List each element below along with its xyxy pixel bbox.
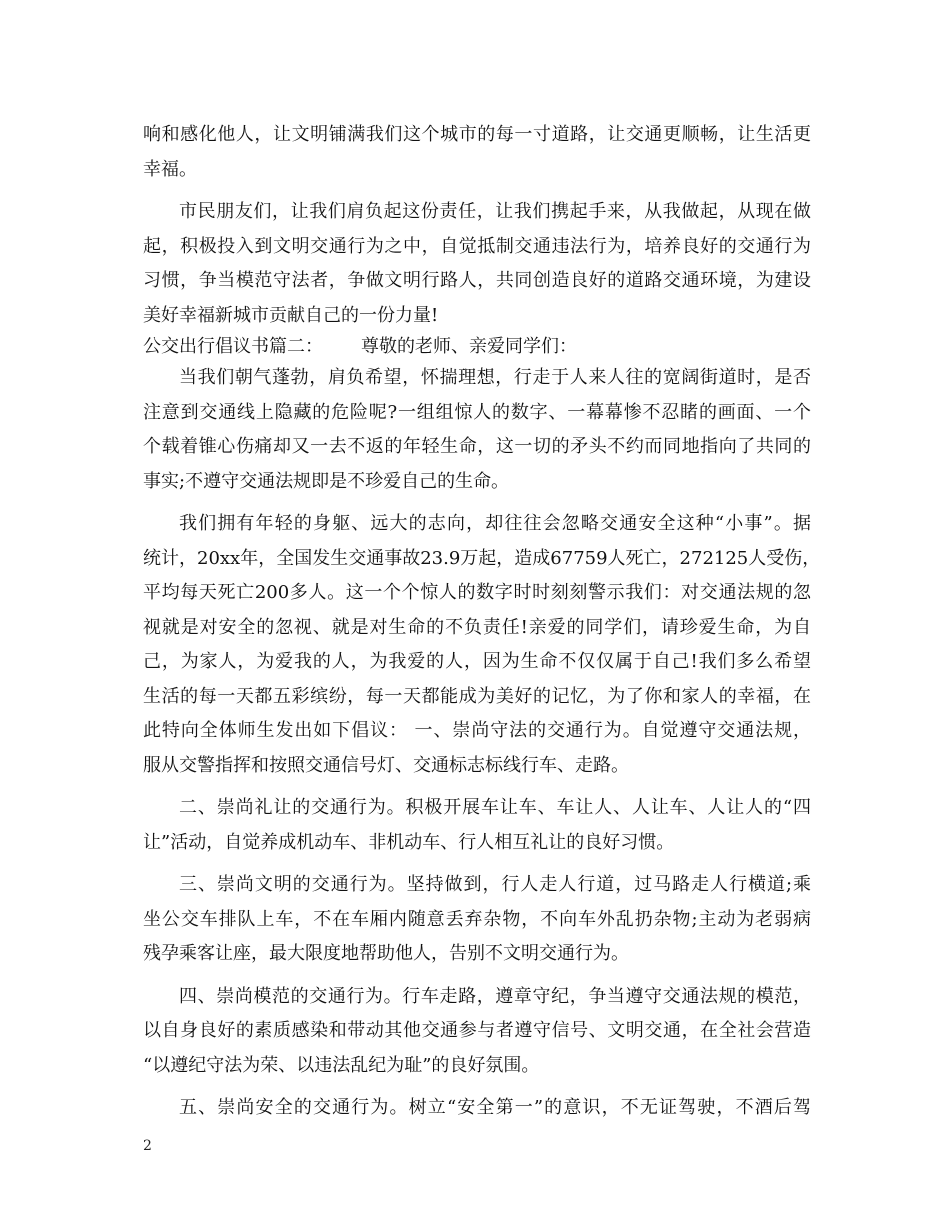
text-line: 事实;不遵守交通法规即是不珍爱自己的生命。	[143, 470, 510, 492]
text-line: 三、崇尚文明的交通行为。坚持做到，行人走人行道，过马路走人行横道;乘	[179, 874, 811, 895]
section-heading	[143, 333, 811, 361]
document-body	[143, 118, 821, 1126]
text-line: 此特向全体师生发出如下倡议： 一、崇尚守法的交通行为。自觉遵守交通法规，	[143, 720, 811, 741]
text-line: 响和感化他人，让文明铺满我们这个城市的每一寸道路，让交通更顺畅，让生活更	[143, 124, 811, 145]
text-line: 起，积极投入到文明交通行为之中，自觉抵制交通违法行为，培养良好的交通行为	[143, 235, 811, 257]
page-number: 2	[143, 1138, 152, 1154]
text-line: 市民朋友们，让我们肩负起这份责任，让我们携起手来，从我做起，从现在做	[179, 201, 811, 222]
text-line: 个载着锥心伤痛却又一去不返的年轻生命，这一切的矛头不约而同地指向了共同的	[143, 436, 811, 457]
text-line: 习惯，争当模范守法者，争做文明行路人，共同创造良好的道路交通环境，为建设	[143, 270, 811, 291]
text-line: 己，为家人，为爱我的人，为我爱的人，因为生命不仅仅属于自己!我们多么希望	[143, 651, 811, 672]
paragraph-4	[143, 507, 821, 783]
text-line: 注意到交通线上隐藏的危险呢?一组组惊人的数字、一幕幕惨不忍睹的画面、一个	[143, 401, 811, 423]
text-line: 残孕乘客让座，最大限度地帮助他人，告别不文明交通行为。	[143, 943, 629, 964]
salutation: 尊敬的老师、亲爱同学们：	[361, 336, 577, 357]
paragraph-6	[143, 868, 811, 972]
section-title: 公交出行倡议书篇二：	[143, 336, 323, 357]
text-line: 生活的每一天都五彩缤纷，每一天都能成为美好的记忆，为了你和家人的幸福，在	[143, 685, 811, 707]
text-line: 五、崇尚安全的交通行为。树立“安全第一”的意识，不无证驾驶，不酒后驾	[179, 1097, 811, 1118]
text-line: 幸福。	[143, 158, 197, 180]
text-line: 以自身良好的素质感染和带动其他交通参与者遵守信号、文明交通，在全社会营造	[143, 1020, 811, 1041]
text-line: 美好幸福新城市贡献自己的一份力量!	[143, 304, 439, 326]
text-line: 二、崇尚礼让的交通行为。积极开展车让车、车让人、人让车、人让人的“四	[179, 797, 811, 818]
text-line: 平均每天死亡200多人。这一个个惊人的数字时时刻刻警示我们：对交通法规的忽	[143, 582, 811, 603]
text-line: 当我们朝气蓬勃，肩负希望，怀揣理想，行走于人来人往的宽阔街道时，是否	[179, 367, 811, 388]
text-line: “以遵纪守法为荣、以违法乱纪为耻”的良好氛围。	[143, 1054, 540, 1076]
paragraph-2	[143, 195, 811, 333]
text-line: 服从交警指挥和按照交通信号灯、交通标志标线行车、走路。	[143, 754, 629, 776]
paragraph-8	[143, 1091, 811, 1126]
text-line: 视就是对安全的忽视、就是对生命的不负责任!亲爱的同学们，请珍爱生命，为自	[143, 616, 811, 638]
paragraph-3	[143, 361, 811, 499]
paragraph-1	[143, 118, 811, 187]
text-line: 统计，20xx年，全国发生交通事故23.9万起，造成67759人死亡，272125人受伤，	[143, 547, 821, 569]
text-line: 我们拥有年轻的身躯、远大的志向，却往往会忽略交通安全这种“小事”。据	[179, 513, 811, 534]
paragraph-7	[143, 980, 811, 1084]
paragraph-5	[143, 791, 811, 860]
text-line: 让”活动，自觉养成机动车、非机动车、行人相互礼让的良好习惯。	[143, 831, 675, 853]
text-line: 四、崇尚模范的交通行为。行车走路，遵章守纪，争当遵守交通法规的模范，	[179, 985, 811, 1007]
text-line: 坐公交车排队上车，不在车厢内随意丢弃杂物，不向车外乱扔杂物;主动为老弱病	[143, 908, 811, 930]
